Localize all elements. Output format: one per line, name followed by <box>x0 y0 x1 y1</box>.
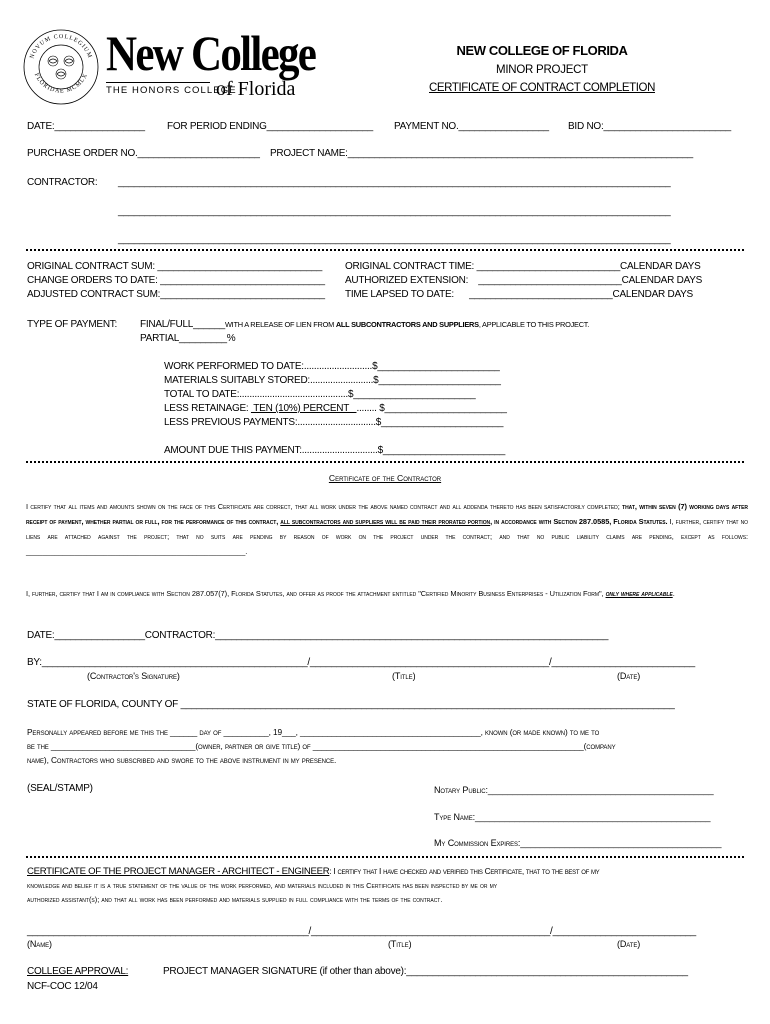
contractor-signature-caption: (Contractor's Signature) <box>87 671 180 681</box>
less-previous-payments[interactable]: LESS PREVIOUS PAYMENTS:...............................$_______________________ <box>164 417 504 428</box>
pm-date-caption: (Date) <box>617 939 641 949</box>
institution-name: NEW COLLEGE OF FLORIDA <box>456 43 628 58</box>
title-caption: (Title) <box>392 671 416 681</box>
adjusted-contract-sum[interactable]: ADJUSTED CONTRACT SUM:_______________________________ <box>27 289 325 300</box>
form-subtitle: MINOR PROJECT <box>496 64 588 76</box>
type-name-line[interactable]: Type Name:________________________________________________ <box>434 812 711 822</box>
contractor-cert-paragraph-1: I certify that all items and amounts shown on the face of this Certificate are correct, that all work under the above named contract and all addenda thereto has been satisfactorily completed; that, within seven (7) working days after receipt of payment, whether partial or full, for the performance of this contract, all subcontractors and suppliers will be paid their prorated portion, in accordance with Section 287.0585, Florida Statutes. I, further, certify that no liens are attached against the project; that no suits are pending by reason of work on the project under the contract; and that no public liability claims are pending, except as follows: ______________________________________________________. <box>26 502 748 556</box>
college-seal-icon <box>22 28 100 106</box>
notary-public-line[interactable]: Notary Public:______________________________________________ <box>434 785 714 795</box>
work-performed[interactable]: WORK PERFORMED TO DATE:...........................$_______________________ <box>164 361 500 372</box>
star-divider <box>26 856 744 858</box>
original-contract-time[interactable]: ORIGINAL CONTRACT TIME: ___________________________CALENDAR DAYS <box>345 261 701 272</box>
bid-no-field[interactable]: BID NO:________________________ <box>568 121 731 132</box>
total-to-date[interactable]: TOTAL TO DATE:...........................................$_______________________ <box>164 389 476 400</box>
payment-type-label: TYPE OF PAYMENT: <box>27 319 118 330</box>
pm-name-caption: (Name) <box>27 939 52 949</box>
appeared-line-2[interactable]: be the ________________________________(owner, partner or give title) of ____________________________________________________________(company <box>27 741 616 751</box>
purchase-order-field[interactable]: PURCHASE ORDER NO._______________________ <box>27 148 260 159</box>
college-approval-label: COLLEGE APPROVAL: <box>27 966 129 977</box>
project-name-field[interactable]: PROJECT NAME:_________________________________________________________________ <box>270 148 693 159</box>
date-field[interactable]: DATE:_________________ <box>27 121 145 132</box>
form-id: NCF-COC 12/04 <box>27 981 98 992</box>
original-contract-sum[interactable]: ORIGINAL CONTRACT SUM: _______________________________ <box>27 261 323 272</box>
contractor-line-2[interactable]: ________________________________________________________________________________________________________ <box>118 206 671 217</box>
commission-expires-line[interactable]: My Commission Expires:_________________________________________ <box>434 838 722 848</box>
contractor-line-1[interactable]: ________________________________________________________________________________________________________ <box>118 177 671 188</box>
lien-release-note: WITH A RELEASE OF LIEN FROM ALL SUBCONTRACTORS AND SUPPLIERS, APPLICABLE TO THIS PROJECT. <box>224 320 590 329</box>
pm-cert-line-3: authorized assistant(s); and that all work has been performed and materials supplied in full compliance with the terms of the contract. <box>27 895 443 904</box>
pm-signature-line[interactable]: _____________________________________________________/_____________________________________________/___________________________ <box>27 926 696 937</box>
pm-title-caption: (Title) <box>388 939 412 949</box>
svg-text:FLORIDAE MCMLX: FLORIDAE MCMLX <box>32 72 90 95</box>
contractor-label: CONTRACTOR: <box>27 177 98 188</box>
star-divider <box>26 249 744 251</box>
materials-stored[interactable]: MATERIALS SUITABLY STORED:.........................$_______________________ <box>164 375 501 386</box>
contractor-cert-paragraph-2: I, further, certify that I am in compliance with Section 287.057(7), Florida Statutes, and offer as proof the attachment entitled "Certified Minority Business Enterprises - Utilization Form", only where applicable. <box>26 589 675 598</box>
date-caption: (Date) <box>617 671 641 681</box>
final-full-label: FINAL/FULL______ <box>140 319 225 330</box>
final-full-field[interactable] <box>140 319 589 330</box>
authorized-extension[interactable]: AUTHORIZED EXTENSION: ___________________________CALENDAR DAYS <box>345 275 703 286</box>
college-logo <box>22 25 352 108</box>
partial-field[interactable]: PARTIAL_________% <box>140 333 236 344</box>
seal-stamp-label: (SEAL/STAMP) <box>27 783 93 794</box>
star-divider <box>26 461 744 463</box>
honors-college-text: THE HONORS COLLEGE <box>106 82 210 96</box>
contractor-line-3[interactable]: ________________________________________________________________________________________________________ <box>118 234 671 245</box>
svg-text:NOVUM COLLEGIUM: NOVUM COLLEGIUM <box>29 33 93 60</box>
period-ending-field[interactable]: FOR PERIOD ENDING____________________ <box>167 121 373 132</box>
pm-signature-approval-line[interactable]: PROJECT MANAGER SIGNATURE (if other than above):_____________________________________________________ <box>163 966 688 977</box>
less-retainage[interactable]: LESS RETAINAGE: TEN (10%) PERCENT ........ $_______________________ <box>164 403 507 414</box>
state-county-line[interactable]: STATE OF FLORIDA, COUNTY OF _____________________________________________________________________________________________ <box>27 699 675 710</box>
wordmark: New College <box>106 25 316 81</box>
appeared-line-3: name), Contractors who subscribed and swore to the above instrument in my presence. <box>27 755 337 765</box>
pm-cert-line-2: knowledge and belief it is a true statement of the value of the work performed, and materials included in this Certificate has been inspected by me or my <box>27 881 498 890</box>
date-contractor-line[interactable]: DATE:_________________CONTRACTOR:__________________________________________________________________________ <box>27 630 609 641</box>
by-signature-line[interactable]: BY:__________________________________________________/_____________________________________________/___________________________ <box>27 657 695 668</box>
of-florida-text: of Florida <box>216 78 296 100</box>
contractor-cert-heading: Certificate of the Contractor <box>328 473 442 483</box>
payment-no-field[interactable]: PAYMENT NO._________________ <box>394 121 549 132</box>
time-lapsed[interactable]: TIME LAPSED TO DATE: ___________________________CALENDAR DAYS <box>345 289 693 300</box>
amount-due[interactable]: AMOUNT DUE THIS PAYMENT:..............................$_______________________ <box>164 445 506 456</box>
form-title: CERTIFICATE OF CONTRACT COMPLETION <box>429 82 655 94</box>
appeared-line-1[interactable]: Personally appeared before me this the ______ day of __________, 19___, ________________________________________, known (or made known) to me to <box>27 727 600 737</box>
pm-cert-line-1: CERTIFICATE OF THE PROJECT MANAGER - ARCHITECT - ENGINEER: I certify that I have checked and verified this Certificate, that to the best of my <box>27 866 600 877</box>
change-orders[interactable]: CHANGE ORDERS TO DATE: _______________________________ <box>27 275 325 286</box>
pm-cert-heading: CERTIFICATE OF THE PROJECT MANAGER - ARCHITECT - ENGINEER <box>27 866 330 877</box>
